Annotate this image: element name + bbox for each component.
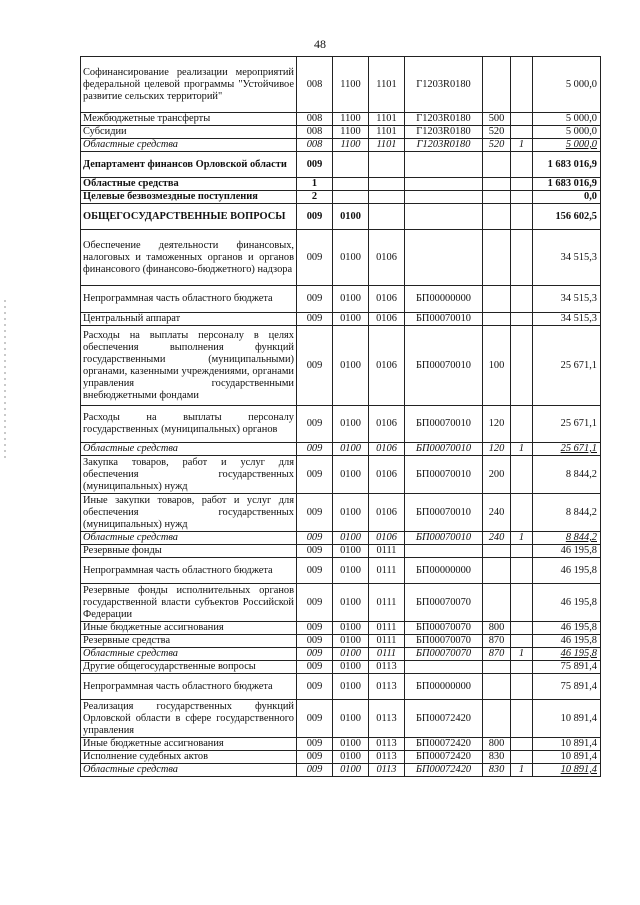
target-article-cell: Г1203R0180 bbox=[405, 126, 483, 139]
ved-code-cell: 009 bbox=[297, 764, 333, 777]
ved-code-cell: 009 bbox=[297, 700, 333, 738]
subsection-code-cell: 0111 bbox=[369, 545, 405, 558]
table-row bbox=[81, 406, 601, 443]
amount-cell: 25 671,1 bbox=[533, 326, 601, 406]
expense-type-cell: 830 bbox=[483, 751, 511, 764]
row-name-cell: Иные закупки товаров, работ и услуг для обеспечения государственных (муниципальных) нужд bbox=[81, 494, 297, 532]
subsection-code-cell: 0106 bbox=[369, 313, 405, 326]
funding-source-cell bbox=[511, 494, 533, 532]
table-row bbox=[81, 584, 601, 622]
target-article-cell: Г1203R0180 bbox=[405, 139, 483, 152]
ved-code-cell: 008 bbox=[297, 126, 333, 139]
funding-source-cell: 1 bbox=[511, 764, 533, 777]
subsection-code-cell: 0113 bbox=[369, 661, 405, 674]
row-name-cell: Резервные средства bbox=[81, 635, 297, 648]
funding-source-cell bbox=[511, 204, 533, 230]
funding-source-cell bbox=[511, 406, 533, 443]
amount-cell: 46 195,8 bbox=[533, 622, 601, 635]
amount-cell: 34 515,3 bbox=[533, 313, 601, 326]
funding-source-cell: 1 bbox=[511, 443, 533, 456]
funding-source-cell bbox=[511, 286, 533, 313]
expense-type-cell bbox=[483, 558, 511, 584]
section-code-cell: 0100 bbox=[333, 326, 369, 406]
ved-code-cell: 009 bbox=[297, 532, 333, 545]
funding-source-cell bbox=[511, 558, 533, 584]
subsection-code-cell: 1101 bbox=[369, 57, 405, 113]
amount-cell: 75 891,4 bbox=[533, 661, 601, 674]
expense-type-cell: 200 bbox=[483, 456, 511, 494]
target-article-cell: БП00070010 bbox=[405, 313, 483, 326]
amount-cell: 10 891,4 bbox=[533, 751, 601, 764]
row-name-cell: Непрограммная часть областного бюджета bbox=[81, 558, 297, 584]
ved-code-cell: 009 bbox=[297, 622, 333, 635]
amount-cell: 46 195,8 bbox=[533, 584, 601, 622]
ved-code-cell: 009 bbox=[297, 456, 333, 494]
funding-source-cell: 1 bbox=[511, 532, 533, 545]
ved-code-cell: 009 bbox=[297, 674, 333, 700]
expense-type-cell: 800 bbox=[483, 738, 511, 751]
target-article-cell bbox=[405, 230, 483, 286]
expense-type-cell bbox=[483, 313, 511, 326]
table-row bbox=[81, 661, 601, 674]
ved-code-cell: 009 bbox=[297, 648, 333, 661]
table-row bbox=[81, 738, 601, 751]
section-code-cell: 1100 bbox=[333, 57, 369, 113]
funding-source-cell bbox=[511, 622, 533, 635]
target-article-cell bbox=[405, 204, 483, 230]
expense-type-cell: 830 bbox=[483, 764, 511, 777]
row-name-cell: Областные средства bbox=[81, 532, 297, 545]
row-name-cell: Областные средства bbox=[81, 764, 297, 777]
ved-code-cell: 2 bbox=[297, 191, 333, 204]
row-name-cell: Резервные фонды исполнительных органов государственной власти субъектов Российской Федерации bbox=[81, 584, 297, 622]
amount-cell: 5 000,0 bbox=[533, 57, 601, 113]
expense-type-cell: 500 bbox=[483, 113, 511, 126]
row-name-cell: Непрограммная часть областного бюджета bbox=[81, 286, 297, 313]
ved-code-cell: 009 bbox=[297, 286, 333, 313]
ved-code-cell: 009 bbox=[297, 635, 333, 648]
budget-table-container bbox=[80, 56, 601, 777]
target-article-cell bbox=[405, 661, 483, 674]
ved-code-cell: 009 bbox=[297, 230, 333, 286]
subsection-code-cell: 0106 bbox=[369, 326, 405, 406]
table-row bbox=[81, 443, 601, 456]
target-article-cell: БП00070010 bbox=[405, 443, 483, 456]
expense-type-cell: 520 bbox=[483, 139, 511, 152]
section-code-cell: 0100 bbox=[333, 204, 369, 230]
section-code-cell: 0100 bbox=[333, 738, 369, 751]
row-name-cell: Областные средства bbox=[81, 178, 297, 191]
table-row bbox=[81, 674, 601, 700]
table-row bbox=[81, 532, 601, 545]
target-article-cell: БП00072420 bbox=[405, 764, 483, 777]
target-article-cell: Г1203R0180 bbox=[405, 57, 483, 113]
expense-type-cell bbox=[483, 674, 511, 700]
expense-type-cell: 100 bbox=[483, 326, 511, 406]
subsection-code-cell: 0113 bbox=[369, 674, 405, 700]
row-name-cell: Расходы на выплаты персоналу в целях обеспечения выполнения функций государственными (муниципальными) органами, казенными учреждениями, органами управления государственными внебюджетными фондами bbox=[81, 326, 297, 406]
table-row bbox=[81, 230, 601, 286]
target-article-cell: БП00070070 bbox=[405, 584, 483, 622]
row-name-cell: Областные средства bbox=[81, 139, 297, 152]
section-code-cell: 0100 bbox=[333, 313, 369, 326]
funding-source-cell bbox=[511, 738, 533, 751]
row-name-cell: Непрограммная часть областного бюджета bbox=[81, 674, 297, 700]
funding-source-cell bbox=[511, 326, 533, 406]
ved-code-cell: 009 bbox=[297, 313, 333, 326]
section-code-cell: 0100 bbox=[333, 648, 369, 661]
expense-type-cell bbox=[483, 191, 511, 204]
amount-cell: 5 000,0 bbox=[533, 113, 601, 126]
subsection-code-cell bbox=[369, 191, 405, 204]
row-name-cell: Софинансирование реализации мероприятий федеральной целевой программы "Устойчивое развитие сельских территорий" bbox=[81, 57, 297, 113]
subsection-code-cell: 0111 bbox=[369, 584, 405, 622]
table-row bbox=[81, 204, 601, 230]
subsection-code-cell: 1101 bbox=[369, 139, 405, 152]
target-article-cell bbox=[405, 152, 483, 178]
expense-type-cell bbox=[483, 661, 511, 674]
table-row bbox=[81, 494, 601, 532]
funding-source-cell bbox=[511, 751, 533, 764]
row-name-cell: Другие общегосударственные вопросы bbox=[81, 661, 297, 674]
expense-type-cell bbox=[483, 57, 511, 113]
amount-cell: 8 844,2 bbox=[533, 456, 601, 494]
section-code-cell: 0100 bbox=[333, 661, 369, 674]
amount-cell: 8 844,2 bbox=[533, 532, 601, 545]
amount-cell: 34 515,3 bbox=[533, 230, 601, 286]
funding-source-cell bbox=[511, 152, 533, 178]
row-name-cell: Резервные фонды bbox=[81, 545, 297, 558]
row-name-cell: Межбюджетные трансферты bbox=[81, 113, 297, 126]
funding-source-cell bbox=[511, 661, 533, 674]
target-article-cell: БП00072420 bbox=[405, 700, 483, 738]
row-name-cell: Реализация государственных функций Орловской области в сфере государственного управления bbox=[81, 700, 297, 738]
target-article-cell: БП00070070 bbox=[405, 635, 483, 648]
table-row bbox=[81, 648, 601, 661]
target-article-cell bbox=[405, 191, 483, 204]
target-article-cell: БП00070070 bbox=[405, 622, 483, 635]
section-code-cell: 0100 bbox=[333, 764, 369, 777]
table-row bbox=[81, 126, 601, 139]
target-article-cell bbox=[405, 545, 483, 558]
amount-cell: 10 891,4 bbox=[533, 738, 601, 751]
section-code-cell bbox=[333, 191, 369, 204]
row-name-cell: Иные бюджетные ассигнования bbox=[81, 738, 297, 751]
budget-table-body bbox=[81, 57, 601, 777]
table-row bbox=[81, 326, 601, 406]
section-code-cell: 1100 bbox=[333, 126, 369, 139]
funding-source-cell bbox=[511, 113, 533, 126]
section-code-cell: 0100 bbox=[333, 584, 369, 622]
section-code-cell: 0100 bbox=[333, 443, 369, 456]
target-article-cell: Г1203R0180 bbox=[405, 113, 483, 126]
section-code-cell bbox=[333, 178, 369, 191]
section-code-cell: 0100 bbox=[333, 700, 369, 738]
expense-type-cell: 120 bbox=[483, 406, 511, 443]
amount-cell: 1 683 016,9 bbox=[533, 152, 601, 178]
funding-source-cell bbox=[511, 545, 533, 558]
expense-type-cell bbox=[483, 204, 511, 230]
subsection-code-cell: 0106 bbox=[369, 286, 405, 313]
section-code-cell: 1100 bbox=[333, 113, 369, 126]
expense-type-cell bbox=[483, 230, 511, 286]
amount-cell: 8 844,2 bbox=[533, 494, 601, 532]
funding-source-cell bbox=[511, 178, 533, 191]
target-article-cell: БП00072420 bbox=[405, 751, 483, 764]
table-row bbox=[81, 456, 601, 494]
row-name-cell: Иные бюджетные ассигнования bbox=[81, 622, 297, 635]
amount-cell: 5 000,0 bbox=[533, 126, 601, 139]
ved-code-cell: 009 bbox=[297, 326, 333, 406]
table-row bbox=[81, 764, 601, 777]
row-name-cell: ОБЩЕГОСУДАРСТВЕННЫЕ ВОПРОСЫ bbox=[81, 204, 297, 230]
table-row bbox=[81, 635, 601, 648]
section-code-cell: 0100 bbox=[333, 545, 369, 558]
section-code-cell: 0100 bbox=[333, 558, 369, 584]
expense-type-cell bbox=[483, 545, 511, 558]
row-name-cell: Областные средства bbox=[81, 443, 297, 456]
expense-type-cell bbox=[483, 286, 511, 313]
ved-code-cell: 009 bbox=[297, 545, 333, 558]
table-row bbox=[81, 139, 601, 152]
funding-source-cell: 1 bbox=[511, 648, 533, 661]
table-row bbox=[81, 57, 601, 113]
expense-type-cell: 870 bbox=[483, 648, 511, 661]
row-name-cell: Субсидии bbox=[81, 126, 297, 139]
ved-code-cell: 009 bbox=[297, 152, 333, 178]
subsection-code-cell bbox=[369, 178, 405, 191]
subsection-code-cell bbox=[369, 204, 405, 230]
subsection-code-cell: 0106 bbox=[369, 406, 405, 443]
subsection-code-cell: 0106 bbox=[369, 456, 405, 494]
subsection-code-cell: 0113 bbox=[369, 738, 405, 751]
row-name-cell: Обеспечение деятельности финансовых, налоговых и таможенных органов и органов финансового (финансово-бюджетного) надзора bbox=[81, 230, 297, 286]
subsection-code-cell: 0113 bbox=[369, 751, 405, 764]
table-row bbox=[81, 191, 601, 204]
ved-code-cell: 009 bbox=[297, 494, 333, 532]
amount-cell: 10 891,4 bbox=[533, 700, 601, 738]
amount-cell: 25 671,1 bbox=[533, 443, 601, 456]
row-name-cell: Целевые безвозмездные поступления bbox=[81, 191, 297, 204]
expense-type-cell: 240 bbox=[483, 494, 511, 532]
ved-code-cell: 008 bbox=[297, 139, 333, 152]
expense-type-cell bbox=[483, 152, 511, 178]
section-code-cell: 0100 bbox=[333, 456, 369, 494]
section-code-cell: 0100 bbox=[333, 635, 369, 648]
section-code-cell: 0100 bbox=[333, 494, 369, 532]
subsection-code-cell bbox=[369, 152, 405, 178]
table-row bbox=[81, 152, 601, 178]
expense-type-cell: 800 bbox=[483, 622, 511, 635]
funding-source-cell bbox=[511, 635, 533, 648]
funding-source-cell bbox=[511, 126, 533, 139]
amount-cell: 10 891,4 bbox=[533, 764, 601, 777]
funding-source-cell bbox=[511, 191, 533, 204]
target-article-cell: БП00072420 bbox=[405, 738, 483, 751]
binding-edge-mark bbox=[4, 300, 6, 460]
ved-code-cell: 008 bbox=[297, 57, 333, 113]
section-code-cell: 1100 bbox=[333, 139, 369, 152]
subsection-code-cell: 0113 bbox=[369, 764, 405, 777]
ved-code-cell: 009 bbox=[297, 558, 333, 584]
amount-cell: 46 195,8 bbox=[533, 635, 601, 648]
ved-code-cell: 009 bbox=[297, 661, 333, 674]
row-name-cell: Областные средства bbox=[81, 648, 297, 661]
row-name-cell: Исполнение судебных актов bbox=[81, 751, 297, 764]
amount-cell: 46 195,8 bbox=[533, 545, 601, 558]
section-code-cell: 0100 bbox=[333, 674, 369, 700]
subsection-code-cell: 1101 bbox=[369, 126, 405, 139]
subsection-code-cell: 0111 bbox=[369, 558, 405, 584]
section-code-cell: 0100 bbox=[333, 751, 369, 764]
ved-code-cell: 1 bbox=[297, 178, 333, 191]
target-article-cell: БП00070010 bbox=[405, 406, 483, 443]
expense-type-cell: 520 bbox=[483, 126, 511, 139]
subsection-code-cell: 0111 bbox=[369, 622, 405, 635]
row-name-cell: Департамент финансов Орловской области bbox=[81, 152, 297, 178]
section-code-cell: 0100 bbox=[333, 532, 369, 545]
ved-code-cell: 009 bbox=[297, 738, 333, 751]
funding-source-cell bbox=[511, 674, 533, 700]
ved-code-cell: 009 bbox=[297, 584, 333, 622]
expense-type-cell bbox=[483, 178, 511, 191]
row-name-cell: Расходы на выплаты персоналу государственных (муниципальных) органов bbox=[81, 406, 297, 443]
section-code-cell bbox=[333, 152, 369, 178]
table-row bbox=[81, 700, 601, 738]
subsection-code-cell: 0111 bbox=[369, 648, 405, 661]
amount-cell: 34 515,3 bbox=[533, 286, 601, 313]
funding-source-cell bbox=[511, 700, 533, 738]
funding-source-cell bbox=[511, 57, 533, 113]
table-row bbox=[81, 178, 601, 191]
amount-cell: 25 671,1 bbox=[533, 406, 601, 443]
amount-cell: 46 195,8 bbox=[533, 648, 601, 661]
ved-code-cell: 009 bbox=[297, 443, 333, 456]
target-article-cell: БП00070010 bbox=[405, 456, 483, 494]
section-code-cell: 0100 bbox=[333, 230, 369, 286]
ved-code-cell: 009 bbox=[297, 751, 333, 764]
subsection-code-cell: 0106 bbox=[369, 532, 405, 545]
subsection-code-cell: 0111 bbox=[369, 635, 405, 648]
target-article-cell: БП00070070 bbox=[405, 648, 483, 661]
expense-type-cell: 870 bbox=[483, 635, 511, 648]
subsection-code-cell: 0106 bbox=[369, 230, 405, 286]
funding-source-cell bbox=[511, 313, 533, 326]
table-row bbox=[81, 545, 601, 558]
amount-cell: 156 602,5 bbox=[533, 204, 601, 230]
amount-cell: 1 683 016,9 bbox=[533, 178, 601, 191]
table-row bbox=[81, 558, 601, 584]
amount-cell: 5 000,0 bbox=[533, 139, 601, 152]
target-article-cell: БП00070010 bbox=[405, 494, 483, 532]
ved-code-cell: 008 bbox=[297, 113, 333, 126]
section-code-cell: 0100 bbox=[333, 622, 369, 635]
subsection-code-cell: 0106 bbox=[369, 443, 405, 456]
target-article-cell: БП00000000 bbox=[405, 286, 483, 313]
amount-cell: 75 891,4 bbox=[533, 674, 601, 700]
amount-cell: 46 195,8 bbox=[533, 558, 601, 584]
expense-type-cell bbox=[483, 584, 511, 622]
target-article-cell bbox=[405, 178, 483, 191]
row-name-cell: Закупка товаров, работ и услуг для обеспечения государственных (муниципальных) нужд bbox=[81, 456, 297, 494]
subsection-code-cell: 1101 bbox=[369, 113, 405, 126]
funding-source-cell bbox=[511, 456, 533, 494]
ved-code-cell: 009 bbox=[297, 406, 333, 443]
table-row bbox=[81, 622, 601, 635]
table-row bbox=[81, 751, 601, 764]
subsection-code-cell: 0106 bbox=[369, 494, 405, 532]
amount-cell: 0,0 bbox=[533, 191, 601, 204]
row-name-cell: Центральный аппарат bbox=[81, 313, 297, 326]
table-row bbox=[81, 286, 601, 313]
target-article-cell: БП00000000 bbox=[405, 674, 483, 700]
expense-type-cell bbox=[483, 700, 511, 738]
subsection-code-cell: 0113 bbox=[369, 700, 405, 738]
funding-source-cell: 1 bbox=[511, 139, 533, 152]
table-row bbox=[81, 113, 601, 126]
expense-type-cell: 120 bbox=[483, 443, 511, 456]
expense-type-cell: 240 bbox=[483, 532, 511, 545]
target-article-cell: БП00070010 bbox=[405, 532, 483, 545]
page-number: 48 bbox=[314, 37, 326, 51]
section-code-cell: 0100 bbox=[333, 406, 369, 443]
target-article-cell: БП00000000 bbox=[405, 558, 483, 584]
funding-source-cell bbox=[511, 584, 533, 622]
budget-table bbox=[80, 56, 601, 777]
table-row bbox=[81, 313, 601, 326]
section-code-cell: 0100 bbox=[333, 286, 369, 313]
ved-code-cell: 009 bbox=[297, 204, 333, 230]
funding-source-cell bbox=[511, 230, 533, 286]
target-article-cell: БП00070010 bbox=[405, 326, 483, 406]
